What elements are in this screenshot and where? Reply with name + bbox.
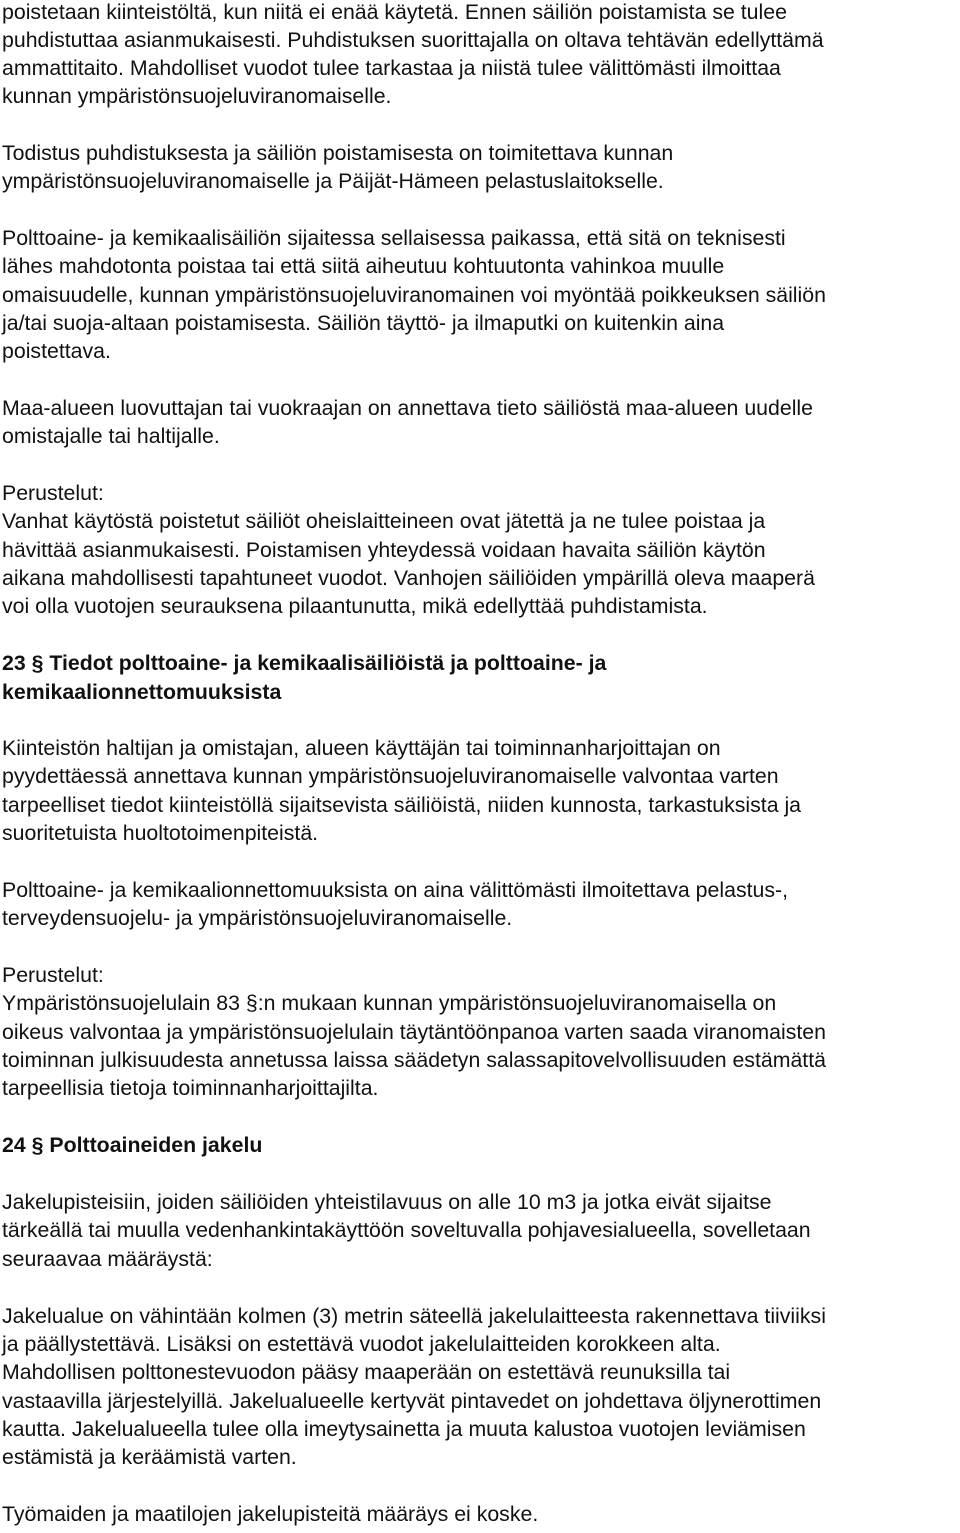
text-line: omaisuudelle, kunnan ympäristönsuojeluviranomainen voi myöntää poikkeuksen säiliön	[2, 283, 826, 307]
text-line: oikeus valvontaa ja ympäristönsuojelulain täytäntöönpanoa varten saada viranomaisten	[2, 1020, 826, 1044]
text-line: ja/tai suoja-altaan poistamisesta. Säiliön täyttö- ja ilmaputki on kuitenkin aina	[2, 311, 725, 335]
text-line: tarpeelliset tiedot kiinteistöllä sijaitsevista säiliöistä, niiden kunnosta, tarkastuksista ja	[2, 793, 802, 817]
text-line: ammattitaito. Mahdolliset vuodot tulee tarkastaa ja niistä tulee välittömästi ilmoittaa	[2, 56, 781, 80]
text-line: poistettava.	[2, 339, 111, 363]
text-line: poistetaan kiinteistöltä, kun niitä ei enää käytetä. Ennen säiliön poistamista se tulee	[2, 0, 787, 24]
rationale-label: Perustelut:	[2, 963, 104, 987]
text-line: hävittää asianmukaisesti. Poistamisen yhteydessä voidaan havaita säiliön käytön	[2, 538, 766, 562]
text-line: Kiinteistön haltijan ja omistajan, alueen käyttäjän tai toiminnanharjoittajan on	[2, 736, 721, 760]
text-line: pyydettäessä annettava kunnan ympäristönsuojeluviranomaiselle valvontaa varten	[2, 764, 779, 788]
text-line: Todistus puhdistuksesta ja säiliön poistamisesta on toimitettava kunnan	[2, 141, 674, 165]
heading-line: 23 § Tiedot polttoaine- ja kemikaalisäiliöistä ja polttoaine- ja	[2, 651, 607, 675]
heading-line: kemikaalionnettomuuksista	[2, 680, 282, 704]
text-line: suoritetuista huoltotoimenpiteistä.	[2, 821, 319, 845]
text-line: estämistä ja keräämistä varten.	[2, 1445, 297, 1469]
rationale-label: Perustelut:	[2, 481, 104, 505]
text-line: kunnan ympäristönsuojeluviranomaiselle.	[2, 84, 392, 108]
text-line: omistajalle tai haltijalle.	[2, 424, 220, 448]
text-line: Työmaiden ja maatilojen jakelupisteitä määräys ei koske.	[2, 1502, 539, 1526]
text-line: puhdistuttaa asianmukaisesti. Puhdistuksen suorittajalla on oltava tehtävän edellyttämä	[2, 28, 824, 52]
text-line: tärkeällä tai muulla vedenhankintakäyttöön soveltuvalla pohjavesialueella, sovelletaan	[2, 1218, 811, 1242]
text-line: ja päällystettävä. Lisäksi on estettävä vuodot jakelulaitteiden korokkeen alta.	[2, 1332, 721, 1356]
heading-line: 24 § Polttoaineiden jakelu	[2, 1133, 263, 1157]
text-line: ympäristönsuojeluviranomaiselle ja Päijät-Hämeen pelastuslaitokselle.	[2, 169, 664, 193]
text-line: voi olla vuotojen seurauksena pilaantunutta, mikä edellyttää puhdistamista.	[2, 594, 708, 618]
text-line: vastaavilla järjestelyillä. Jakelualueelle kertyvät pintavedet on johdettava öljynerottimen	[2, 1389, 822, 1413]
text-line: lähes mahdotonta poistaa tai että siitä aiheutuu kohtuutonta vahinkoa muulle	[2, 254, 725, 278]
text-line: Ympäristönsuojelulain 83 §:n mukaan kunnan ympäristönsuojeluviranomaisella on	[2, 991, 777, 1015]
text-line: Mahdollisen polttonestevuodon pääsy maaperään on estettävä reunuksilla tai	[2, 1360, 731, 1384]
text-line: tarpeellisia tietoja toiminnanharjoittajilta.	[2, 1076, 379, 1100]
text-line: terveydensuojelu- ja ympäristönsuojeluviranomaiselle.	[2, 906, 513, 930]
text-line: aikana mahdollisesti tapahtuneet vuodot. Vanhojen säiliöiden ympärillä oleva maaperä	[2, 566, 815, 590]
text-line: Polttoaine- ja kemikaalisäiliön sijaitessa sellaisessa paikassa, että sitä on teknisesti	[2, 226, 786, 250]
text-line: Jakelupisteisiin, joiden säiliöiden yhteistilavuus on alle 10 m3 ja jotka eivät sijaitse	[2, 1190, 772, 1214]
text-line: Maa-alueen luovuttajan tai vuokraajan on annettava tieto säiliöstä maa-alueen uudelle	[2, 396, 814, 420]
text-line: Jakelualue on vähintään kolmen (3) metrin säteellä jakelulaitteesta rakennettava tiiviiksi	[2, 1304, 826, 1328]
text-line: toiminnan julkisuudesta annetussa laissa säädetyn salassapitovelvollisuuden estämättä	[2, 1048, 826, 1072]
text-line: Vanhat käytöstä poistetut säiliöt oheislaitteineen ovat jätettä ja ne tulee poistaa ja	[2, 509, 766, 533]
text-line: seuraavaa määräystä:	[2, 1247, 213, 1271]
text-line: Polttoaine- ja kemikaalionnettomuuksista on aina välittömästi ilmoitettava pelastus-,	[2, 878, 789, 902]
text-line: kautta. Jakelualueella tulee olla imeytysainetta ja muuta kalustoa vuotojen leviämisen	[2, 1417, 806, 1441]
